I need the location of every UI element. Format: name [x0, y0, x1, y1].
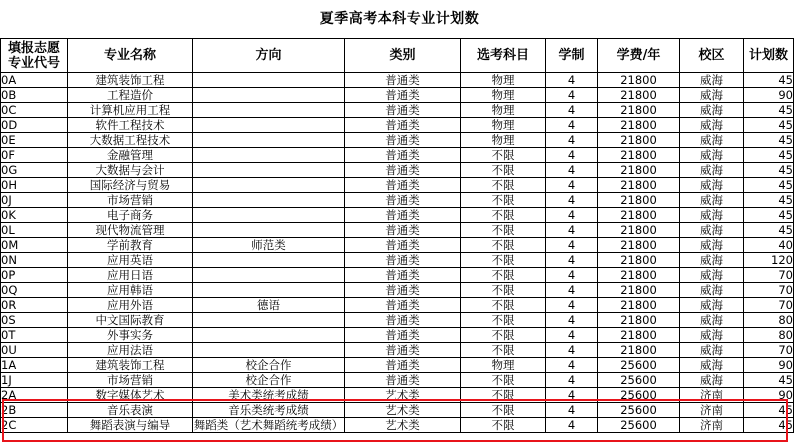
category-cell: 普通类 — [345, 118, 461, 133]
table-row — [1, 73, 794, 88]
years-cell: 4 — [546, 328, 598, 343]
category-cell: 普通类 — [345, 313, 461, 328]
subject-cell: 不限 — [461, 238, 546, 253]
years-cell: 4 — [546, 103, 598, 118]
campus-cell: 威海 — [680, 193, 744, 208]
category-cell: 普通类 — [345, 223, 461, 238]
campus-cell: 威海 — [680, 343, 744, 358]
code-cell: 0E — [1, 133, 68, 148]
subject-cell: 不限 — [461, 388, 546, 403]
subject-cell: 不限 — [461, 373, 546, 388]
plan-cell: 40 — [744, 238, 794, 253]
campus-cell: 威海 — [680, 118, 744, 133]
campus-cell: 威海 — [680, 88, 744, 103]
table-row — [1, 388, 794, 403]
fee-cell: 21800 — [598, 193, 680, 208]
header-subject: 选考科目 — [461, 39, 546, 73]
header-years: 学制 — [546, 39, 598, 73]
plan-cell: 45 — [744, 193, 794, 208]
years-cell: 4 — [546, 163, 598, 178]
subject-cell: 不限 — [461, 148, 546, 163]
campus-cell: 威海 — [680, 73, 744, 88]
fee-cell: 25600 — [598, 418, 680, 433]
category-cell: 普通类 — [345, 208, 461, 223]
direction-cell: 校企合作 — [193, 373, 345, 388]
plan-cell: 45 — [744, 418, 794, 433]
campus-cell: 威海 — [680, 358, 744, 373]
major-cell: 应用日语 — [68, 268, 193, 283]
direction-cell — [193, 103, 345, 118]
table-row — [1, 193, 794, 208]
major-cell: 金融管理 — [68, 148, 193, 163]
campus-cell: 威海 — [680, 148, 744, 163]
direction-cell: 音乐类统考成绩 — [193, 403, 345, 418]
years-cell: 4 — [546, 343, 598, 358]
table-row — [1, 253, 794, 268]
header-category: 类别 — [345, 39, 461, 73]
years-cell: 4 — [546, 238, 598, 253]
major-cell: 计算机应用工程 — [68, 103, 193, 118]
category-cell: 普通类 — [345, 178, 461, 193]
direction-cell — [193, 148, 345, 163]
campus-cell: 威海 — [680, 373, 744, 388]
table-row — [1, 403, 794, 418]
major-cell: 软件工程技术 — [68, 118, 193, 133]
major-cell: 音乐表演 — [68, 403, 193, 418]
table-row — [1, 358, 794, 373]
major-cell: 建筑装饰工程 — [68, 358, 193, 373]
code-cell: 0R — [1, 298, 68, 313]
table-row — [1, 298, 794, 313]
plan-cell: 90 — [744, 388, 794, 403]
code-cell: 0S — [1, 313, 68, 328]
years-cell: 4 — [546, 208, 598, 223]
plan-cell: 45 — [744, 133, 794, 148]
subject-cell: 不限 — [461, 163, 546, 178]
code-cell: 0H — [1, 178, 68, 193]
years-cell: 4 — [546, 403, 598, 418]
years-cell: 4 — [546, 283, 598, 298]
campus-cell: 威海 — [680, 268, 744, 283]
category-cell: 普通类 — [345, 103, 461, 118]
category-cell: 普通类 — [345, 238, 461, 253]
direction-cell — [193, 283, 345, 298]
major-cell: 外事实务 — [68, 328, 193, 343]
fee-cell: 21800 — [598, 118, 680, 133]
plan-cell: 120 — [744, 253, 794, 268]
code-cell: 0P — [1, 268, 68, 283]
fee-cell: 21800 — [598, 298, 680, 313]
campus-cell: 威海 — [680, 133, 744, 148]
years-cell: 4 — [546, 223, 598, 238]
major-cell: 建筑装饰工程 — [68, 73, 193, 88]
code-cell: 0B — [1, 88, 68, 103]
direction-cell — [193, 313, 345, 328]
direction-cell — [193, 88, 345, 103]
code-cell: 0A — [1, 73, 68, 88]
plan-cell: 70 — [744, 268, 794, 283]
code-cell: 0N — [1, 253, 68, 268]
direction-cell — [193, 133, 345, 148]
fee-cell: 21800 — [598, 223, 680, 238]
header-campus: 校区 — [680, 39, 744, 73]
fee-cell: 21800 — [598, 283, 680, 298]
fee-cell: 21800 — [598, 238, 680, 253]
campus-cell: 威海 — [680, 238, 744, 253]
subject-cell: 物理 — [461, 133, 546, 148]
direction-cell — [193, 253, 345, 268]
fee-cell: 25600 — [598, 358, 680, 373]
campus-cell: 济南 — [680, 418, 744, 433]
years-cell: 4 — [546, 118, 598, 133]
table-row — [1, 313, 794, 328]
direction-cell — [193, 73, 345, 88]
campus-cell: 威海 — [680, 313, 744, 328]
subject-cell: 不限 — [461, 193, 546, 208]
header-plan: 计划数 — [744, 39, 794, 73]
table-row — [1, 268, 794, 283]
major-cell: 应用法语 — [68, 343, 193, 358]
category-cell: 普通类 — [345, 298, 461, 313]
category-cell: 普通类 — [345, 373, 461, 388]
direction-cell — [193, 163, 345, 178]
category-cell: 艺术类 — [345, 388, 461, 403]
direction-cell — [193, 118, 345, 133]
major-cell: 学前教育 — [68, 238, 193, 253]
major-cell: 现代物流管理 — [68, 223, 193, 238]
plan-cell: 45 — [744, 148, 794, 163]
category-cell: 普通类 — [345, 88, 461, 103]
code-cell: 0F — [1, 148, 68, 163]
years-cell: 4 — [546, 178, 598, 193]
years-cell: 4 — [546, 268, 598, 283]
years-cell: 4 — [546, 388, 598, 403]
major-cell: 大数据工程技术 — [68, 133, 193, 148]
fee-cell: 25600 — [598, 373, 680, 388]
code-cell: 2A — [1, 388, 68, 403]
table-row — [1, 208, 794, 223]
campus-cell: 威海 — [680, 178, 744, 193]
fee-cell: 21800 — [598, 133, 680, 148]
fee-cell: 25600 — [598, 403, 680, 418]
years-cell: 4 — [546, 73, 598, 88]
fee-cell: 21800 — [598, 103, 680, 118]
code-cell: 0Q — [1, 283, 68, 298]
fee-cell: 21800 — [598, 253, 680, 268]
category-cell: 普通类 — [345, 193, 461, 208]
table-row — [1, 223, 794, 238]
major-cell: 中文国际教育 — [68, 313, 193, 328]
category-cell: 普通类 — [345, 343, 461, 358]
years-cell: 4 — [546, 298, 598, 313]
subject-cell: 物理 — [461, 118, 546, 133]
subject-cell: 物理 — [461, 358, 546, 373]
code-cell: 0C — [1, 103, 68, 118]
subject-cell: 物理 — [461, 88, 546, 103]
campus-cell: 威海 — [680, 103, 744, 118]
direction-cell — [193, 343, 345, 358]
table-row — [1, 103, 794, 118]
campus-cell: 威海 — [680, 253, 744, 268]
category-cell: 普通类 — [345, 73, 461, 88]
category-cell: 普通类 — [345, 328, 461, 343]
plan-cell: 80 — [744, 328, 794, 343]
category-cell: 艺术类 — [345, 403, 461, 418]
campus-cell: 威海 — [680, 328, 744, 343]
subject-cell: 不限 — [461, 403, 546, 418]
table-row — [1, 373, 794, 388]
code-cell: 0K — [1, 208, 68, 223]
fee-cell: 21800 — [598, 178, 680, 193]
major-cell: 市场营销 — [68, 373, 193, 388]
years-cell: 4 — [546, 133, 598, 148]
table-row — [1, 328, 794, 343]
category-cell: 普通类 — [345, 358, 461, 373]
table-row — [1, 163, 794, 178]
plan-cell: 45 — [744, 163, 794, 178]
header-major: 专业名称 — [68, 39, 193, 73]
category-cell: 普通类 — [345, 268, 461, 283]
header-fee: 学费/年 — [598, 39, 680, 73]
subject-cell: 物理 — [461, 103, 546, 118]
major-cell: 市场营销 — [68, 193, 193, 208]
campus-cell: 威海 — [680, 283, 744, 298]
years-cell: 4 — [546, 148, 598, 163]
major-cell: 国际经济与贸易 — [68, 178, 193, 193]
code-cell: 2C — [1, 418, 68, 433]
code-cell: 0M — [1, 238, 68, 253]
table-row — [1, 343, 794, 358]
direction-cell — [193, 208, 345, 223]
table-row — [1, 238, 794, 253]
campus-cell: 威海 — [680, 208, 744, 223]
category-cell: 普通类 — [345, 283, 461, 298]
plan-cell: 90 — [744, 358, 794, 373]
campus-cell: 济南 — [680, 388, 744, 403]
subject-cell: 不限 — [461, 253, 546, 268]
header-code: 填报志愿专业代号 — [1, 39, 68, 73]
plan-cell: 80 — [744, 313, 794, 328]
major-cell: 电子商务 — [68, 208, 193, 223]
header-direction: 方向 — [193, 39, 345, 73]
subject-cell: 不限 — [461, 283, 546, 298]
table-row — [1, 418, 794, 433]
major-cell: 大数据与会计 — [68, 163, 193, 178]
years-cell: 4 — [546, 418, 598, 433]
code-cell: 0T — [1, 328, 68, 343]
code-cell: 1J — [1, 373, 68, 388]
fee-cell: 21800 — [598, 73, 680, 88]
plan-cell: 45 — [744, 223, 794, 238]
direction-cell — [193, 178, 345, 193]
category-cell: 普通类 — [345, 133, 461, 148]
years-cell: 4 — [546, 313, 598, 328]
enrollment-plan-table — [0, 38, 794, 433]
direction-cell — [193, 223, 345, 238]
code-cell: 0G — [1, 163, 68, 178]
plan-cell: 45 — [744, 403, 794, 418]
campus-cell: 济南 — [680, 403, 744, 418]
fee-cell: 21800 — [598, 163, 680, 178]
years-cell: 4 — [546, 88, 598, 103]
campus-cell: 威海 — [680, 163, 744, 178]
category-cell: 普通类 — [345, 253, 461, 268]
fee-cell: 21800 — [598, 328, 680, 343]
plan-cell: 70 — [744, 298, 794, 313]
direction-cell: 美术类统考成绩 — [193, 388, 345, 403]
major-cell: 数字媒体艺术 — [68, 388, 193, 403]
subject-cell: 不限 — [461, 298, 546, 313]
major-cell: 应用英语 — [68, 253, 193, 268]
plan-cell: 70 — [744, 343, 794, 358]
plan-cell: 45 — [744, 178, 794, 193]
major-cell: 工程造价 — [68, 88, 193, 103]
years-cell: 4 — [546, 358, 598, 373]
fee-cell: 21800 — [598, 88, 680, 103]
table-row — [1, 148, 794, 163]
plan-cell: 45 — [744, 208, 794, 223]
subject-cell: 不限 — [461, 208, 546, 223]
direction-cell: 德语 — [193, 298, 345, 313]
header-row — [1, 39, 794, 73]
table-row — [1, 88, 794, 103]
code-cell: 2B — [1, 403, 68, 418]
campus-cell: 威海 — [680, 223, 744, 238]
direction-cell: 舞蹈类（艺术舞蹈统考成绩） — [193, 418, 344, 432]
plan-cell: 45 — [744, 118, 794, 133]
subject-cell: 不限 — [461, 178, 546, 193]
code-cell: 0L — [1, 223, 68, 238]
direction-cell: 师范类 — [193, 238, 345, 253]
code-cell: 0J — [1, 193, 68, 208]
fee-cell: 21800 — [598, 268, 680, 283]
plan-cell: 45 — [744, 73, 794, 88]
table-row — [1, 118, 794, 133]
years-cell: 4 — [546, 193, 598, 208]
plan-cell: 45 — [744, 103, 794, 118]
fee-cell: 25600 — [598, 388, 680, 403]
document-title: 夏季高考本科专业计划数 — [319, 11, 480, 27]
fee-cell: 21800 — [598, 208, 680, 223]
category-cell: 普通类 — [345, 163, 461, 178]
major-cell: 应用韩语 — [68, 283, 193, 298]
major-cell: 应用外语 — [68, 298, 193, 313]
table-row — [1, 283, 794, 298]
years-cell: 4 — [546, 373, 598, 388]
direction-cell — [193, 328, 345, 343]
subject-cell: 物理 — [461, 73, 546, 88]
table-row — [1, 178, 794, 193]
plan-cell: 70 — [744, 283, 794, 298]
plan-cell: 90 — [744, 88, 794, 103]
code-cell: 0D — [1, 118, 68, 133]
subject-cell: 不限 — [461, 268, 546, 283]
direction-cell: 校企合作 — [193, 358, 345, 373]
code-cell: 1A — [1, 358, 68, 373]
subject-cell: 不限 — [461, 418, 546, 433]
subject-cell: 不限 — [461, 328, 546, 343]
major-cell: 舞蹈表演与编导 — [68, 418, 193, 433]
table-row — [1, 133, 794, 148]
category-cell: 普通类 — [345, 148, 461, 163]
fee-cell: 21800 — [598, 313, 680, 328]
direction-cell — [193, 193, 345, 208]
subject-cell: 不限 — [461, 313, 546, 328]
category-cell: 艺术类 — [345, 418, 461, 433]
subject-cell: 不限 — [461, 223, 546, 238]
subject-cell: 不限 — [461, 343, 546, 358]
plan-cell: 45 — [744, 373, 794, 388]
years-cell: 4 — [546, 253, 598, 268]
fee-cell: 21800 — [598, 148, 680, 163]
code-cell: 0U — [1, 343, 68, 358]
campus-cell: 威海 — [680, 298, 744, 313]
fee-cell: 21800 — [598, 343, 680, 358]
direction-cell — [193, 268, 345, 283]
